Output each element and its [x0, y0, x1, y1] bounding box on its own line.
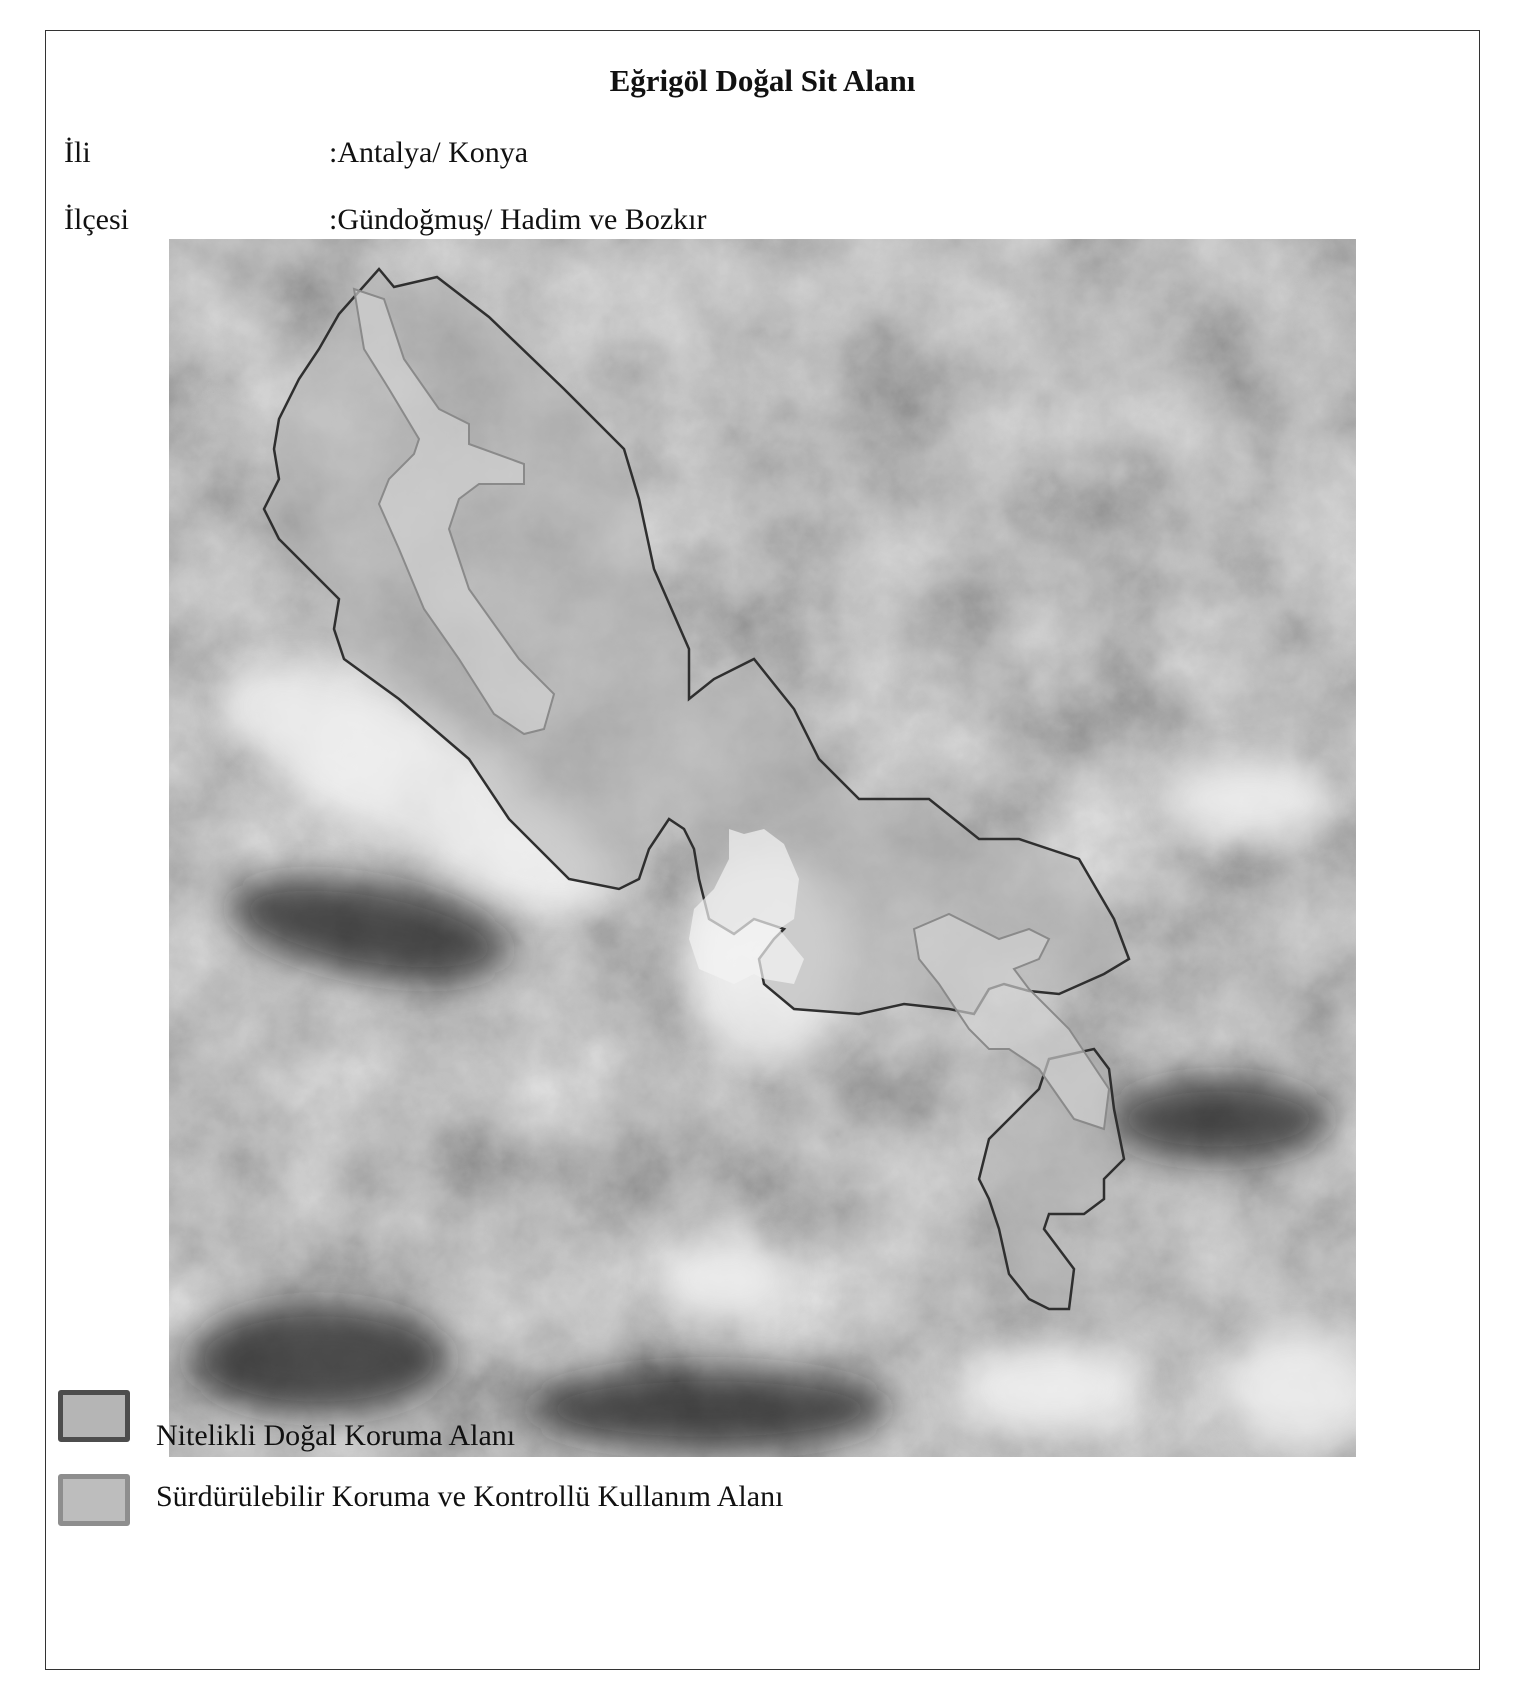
document-frame	[45, 30, 1480, 1670]
legend-item-surdurulebilir	[58, 1468, 783, 1526]
legend-item-nitelikli	[58, 1379, 515, 1453]
legend-label-nitelikli: Nitelikli Doğal Koruma Alanı	[156, 1419, 516, 1452]
legend-label-surdurulebilir: Sürdürülebilir Koruma ve Kontrollü Kullanım Alanı	[156, 1480, 784, 1513]
district-value: :Gündoğmuş/ Hadim ve Bozkır	[329, 203, 707, 236]
district-label: İlçesi	[64, 203, 129, 236]
legend-swatch-surdurulebilir	[58, 1474, 130, 1526]
district-row	[64, 203, 706, 237]
legend-swatch-nitelikli	[58, 1390, 130, 1442]
satellite-map	[169, 239, 1356, 1457]
page-title: Eğrigöl Doğal Sit Alanı	[609, 63, 916, 98]
province-row	[64, 136, 528, 170]
province-value: :Antalya/ Konya	[329, 136, 529, 169]
province-label: İli	[64, 136, 91, 169]
